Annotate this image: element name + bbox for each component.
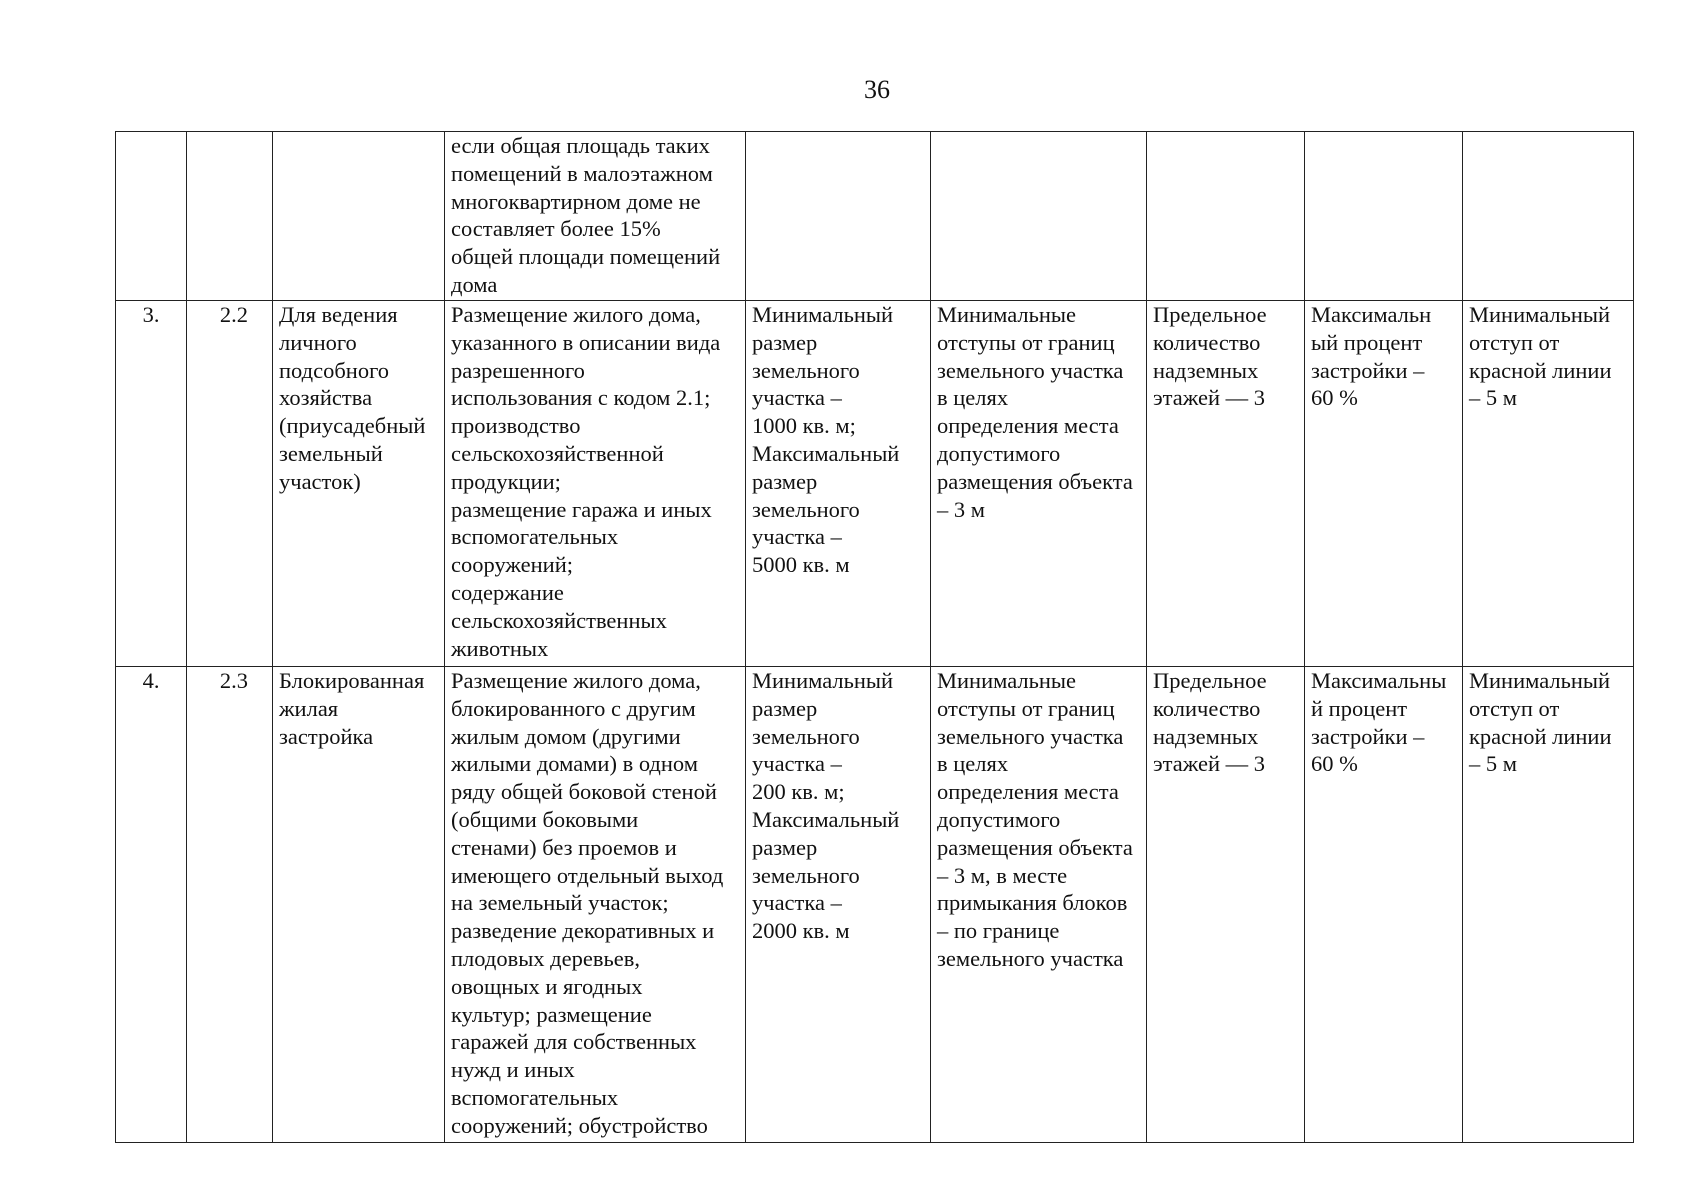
cell-line: участка – (752, 385, 842, 411)
coverage-cell (1305, 132, 1463, 301)
cell-line: если общая площадь таких (451, 133, 710, 158)
setbacks-cell (931, 132, 1147, 301)
cell-line: культур; размещение (451, 1001, 652, 1027)
cell-line: застройка (279, 723, 374, 749)
red-line-cell (1463, 132, 1634, 301)
cell-line: – по границе (937, 918, 1060, 944)
cell-line: земельного участка (937, 945, 1124, 971)
cell-line: застройки – (1311, 723, 1425, 749)
cell-line: разрешенного (451, 357, 585, 383)
cell-line: многоквартирном доме не (451, 188, 701, 214)
cell-line: этажей — 3 (1153, 385, 1266, 411)
cell-line: производство (451, 413, 581, 439)
cell-line: определения места (937, 413, 1119, 439)
cell-line: Максимальны (1311, 668, 1447, 693)
cell-line: Для ведения (279, 302, 398, 327)
cell-line: – 5 м (1469, 385, 1517, 411)
cell-line: количество (1153, 329, 1261, 355)
cell-line: ый процент (1311, 329, 1423, 355)
use-name-cell (273, 132, 445, 301)
cell-line: помещений в малоэтажном (451, 160, 713, 186)
cell-line: размещения объекта (937, 834, 1133, 860)
cell-line: застройки – (1311, 357, 1425, 383)
cell-line: дома (451, 271, 498, 297)
cell-line: нужд и иных (451, 1057, 575, 1083)
use-name-cell (273, 667, 445, 1143)
cell-line: размещение гаража и иных (451, 496, 712, 522)
cell-line: – 3 м, в месте (937, 862, 1068, 888)
table-body (116, 132, 1634, 1143)
cell-line: Минимальный (752, 302, 894, 327)
setbacks-cell (931, 301, 1147, 667)
cell-line: на земельный участок; (451, 890, 669, 916)
cell-line: хозяйства (279, 385, 373, 411)
cell-line: – 5 м (1469, 751, 1517, 777)
cell-line: Предельное (1153, 302, 1267, 327)
cell-line: Минимальные (937, 668, 1077, 693)
cell-line: Размещение жилого дома, (451, 302, 701, 327)
row-number-cell (116, 132, 187, 301)
cell-line: личного (279, 329, 357, 355)
cell-line: участка – (752, 524, 842, 550)
setbacks-cell (931, 667, 1147, 1143)
cell-line: разведение декоративных и (451, 918, 715, 944)
cell-line: подсобного (279, 357, 389, 383)
cell-line: продукции; (451, 468, 561, 494)
table-row (116, 667, 1634, 1143)
cell-line: земельного участка (937, 723, 1124, 749)
cell-line: красной линии (1469, 723, 1612, 749)
cell-line: жилым домом (другими (451, 723, 681, 749)
code-cell: 2.3 (187, 667, 273, 1143)
cell-line: Максимальн (1311, 302, 1432, 327)
cell-line: указанного в описании вида (451, 329, 721, 355)
cell-line: Предельное (1153, 668, 1267, 693)
cell-line: (приусадебный (279, 413, 426, 439)
cell-line: вспомогательных (451, 1084, 619, 1110)
cell-line: количество (1153, 695, 1261, 721)
row-number-cell: 4. (116, 667, 187, 1143)
cell-line: Блокированная (279, 668, 425, 693)
cell-line: отступ от (1469, 695, 1560, 721)
coverage-cell (1305, 667, 1463, 1143)
cell-line: Минимальные (937, 302, 1077, 327)
cell-line: отступы от границ (937, 329, 1115, 355)
floors-cell (1147, 301, 1305, 667)
plot-size-cell (746, 301, 931, 667)
cell-line: вспомогательных (451, 524, 619, 550)
cell-line: использования с кодом 2.1; (451, 385, 711, 411)
cell-line: гаражей для собственных (451, 1029, 697, 1055)
cell-line: Размещение жилого дома, (451, 668, 701, 693)
cell-line: жилая (279, 695, 339, 721)
cell-line: 60 % (1311, 385, 1358, 411)
cell-line: допустимого (937, 440, 1061, 466)
cell-line: отступ от (1469, 329, 1560, 355)
cell-line: блокированного с другим (451, 695, 696, 721)
plot-size-cell (746, 132, 931, 301)
cell-line: 2000 кв. м (752, 918, 850, 944)
cell-line: земельного участка (937, 357, 1124, 383)
cell-line: составляет более 15% (451, 216, 661, 242)
cell-line: земельного (752, 357, 860, 383)
cell-line: земельного (752, 496, 860, 522)
cell-line: надземных (1153, 723, 1259, 749)
cell-line: Минимальный (752, 668, 894, 693)
description-cell (445, 301, 746, 667)
cell-line: ряду общей боковой стеной (451, 779, 717, 805)
cell-line: в целях (937, 385, 1009, 411)
coverage-cell (1305, 301, 1463, 667)
cell-line: – 3 м (937, 496, 985, 522)
description-cell (445, 667, 746, 1143)
cell-line: й процент (1311, 695, 1408, 721)
cell-line: примыкания блоков (937, 890, 1128, 916)
cell-line: стенами) без проемов и (451, 834, 677, 860)
table-row (116, 132, 1634, 301)
code-cell: 2.2 (187, 301, 273, 667)
cell-line: красной линии (1469, 357, 1612, 383)
cell-line: участка – (752, 751, 842, 777)
plot-size-cell (746, 667, 931, 1143)
cell-line: Минимальный (1469, 668, 1611, 693)
cell-line: участок) (279, 468, 361, 494)
cell-line: имеющего отдельный выход (451, 862, 724, 888)
cell-line: животных (451, 635, 549, 661)
cell-line: этажей — 3 (1153, 751, 1266, 777)
cell-line: участка – (752, 890, 842, 916)
red-line-cell (1463, 301, 1634, 667)
cell-line: размещения объекта (937, 468, 1133, 494)
cell-line: сельскохозяйственной (451, 440, 664, 466)
cell-line: допустимого (937, 806, 1061, 832)
row-number-cell: 3. (116, 301, 187, 667)
cell-line: овощных и ягодных (451, 973, 643, 999)
cell-line: общей площади помещений (451, 244, 721, 270)
cell-line: размер (752, 834, 818, 860)
table-row (116, 301, 1634, 667)
floors-cell (1147, 667, 1305, 1143)
cell-line: в целях (937, 751, 1009, 777)
cell-line: размер (752, 329, 818, 355)
cell-line: 200 кв. м; (752, 779, 845, 805)
cell-line: размер (752, 468, 818, 494)
cell-line: (общими боковыми (451, 806, 639, 832)
cell-line: земельный (279, 440, 383, 466)
cell-line: содержание (451, 579, 564, 605)
cell-line: размер (752, 695, 818, 721)
cell-line: 60 % (1311, 751, 1358, 777)
cell-line: земельного (752, 723, 860, 749)
cell-line: сельскохозяйственных (451, 607, 667, 633)
cell-line: земельного (752, 862, 860, 888)
cell-line: сооружений; обустройство (451, 1112, 708, 1138)
code-cell (187, 132, 273, 301)
cell-line: Максимальный (752, 806, 900, 832)
cell-line: плодовых деревьев, (451, 945, 640, 971)
cell-line: Максимальный (752, 440, 900, 466)
page-number: 36 (864, 75, 890, 104)
cell-line: определения места (937, 779, 1119, 805)
cell-line: жилыми домами) в одном (451, 751, 698, 777)
cell-line: 5000 кв. м (752, 552, 850, 578)
use-name-cell (273, 301, 445, 667)
floors-cell (1147, 132, 1305, 301)
cell-line: надземных (1153, 357, 1259, 383)
red-line-cell (1463, 667, 1634, 1143)
cell-line: 1000 кв. м; (752, 413, 856, 439)
cell-line: отступы от границ (937, 695, 1115, 721)
regulations-table (115, 131, 1634, 1143)
cell-line: Минимальный (1469, 302, 1611, 327)
cell-line: сооружений; (451, 552, 574, 578)
description-cell (445, 132, 746, 301)
